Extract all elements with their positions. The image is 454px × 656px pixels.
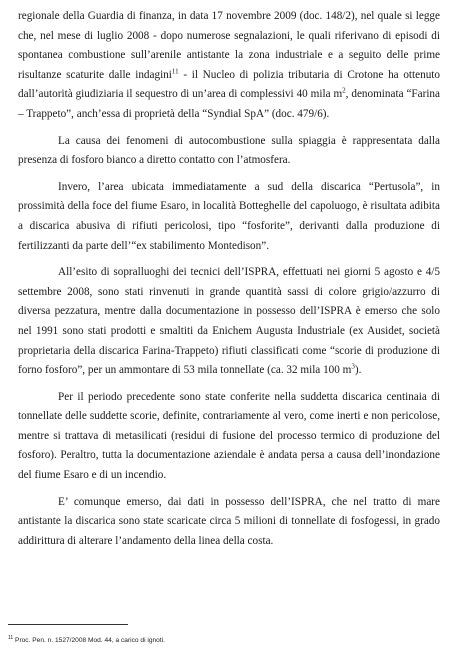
paragraph-text: ).	[354, 364, 362, 377]
footnote-text: Proc. Pen. n. 1527/2008 Mod. 44, a carico di ignoti.	[15, 637, 165, 644]
paragraph-text: - il Nucleo di polizia tributaria di Crotone ha ottenuto dall’autorità giudiziaria il sequestro di un’area di complessivi 40 mila m	[18, 68, 440, 101]
volume-exponent: 3	[351, 362, 355, 371]
footnote-divider	[8, 624, 128, 625]
paragraph-sopralluoghi-ispra	[18, 263, 440, 381]
footnote-number: 11	[8, 634, 14, 641]
area-exponent: 2	[342, 86, 346, 95]
paragraph-fosfogessi: E’ comunque emerso, dai dati in possesso dell’ISPRA, che nel tratto di mare antistante la discarica sono state scaricate circa 5 milioni di tonnellate di fosfogessi, in grado addirittura di alterare l’andamento della linea della costa.	[18, 495, 440, 547]
paragraph-periodo-precedente: Per il periodo precedente sono state conferite nella suddetta discarica centinaia di tonnellate delle suddette scorie, definite, contrariamente al vero, come inerti e non pericolose, mentre si trattava di metasilicati (residui di fusione del processo termico di produzione del fosforo). Peraltro, tutta la documentazione aziendale è andata persa a causa dell’inondazione del fiume Esaro e di un incendio.	[18, 390, 440, 482]
footnote	[8, 636, 165, 645]
paragraph-autocombustione: La causa dei fenomeni di autocombustione sulla spiaggia è rappresentata dalla presenza di fosforo bianco a diretto contatto con l’atmosfera.	[18, 134, 440, 167]
footnote-reference[interactable]: 11	[171, 67, 179, 76]
paragraph-text: , denominata “Farina – Trappeto”, anch’essa di proprietà della “Syndial SpA” (doc. 479/6).	[18, 88, 440, 120]
paragraph-discarica-abusiva: Invero, l’area ubicata immediatamente a sud della discarica “Pertusola”, in prossimità della foce del fiume Esaro, in località Botteghelle del capoluogo, è risultata adibita a discarica abusiva di rifiuti pericolosi, tipo “fosforite”, derivanti dalla produzione di fertilizzanti da parte dell’“ex stabilimento Montedison”.	[18, 180, 440, 252]
paragraph-text: regionale della Guardia di finanza, in data 17 novembre 2009 (doc. 148/2), nel quale si legge che, nel mese di luglio 2008 - dopo numerose segnalazioni, le quali riferivano di episodi di spontanea combustione sull’arenile antistante la zona industriale e a seguito delle prime risultanze scaturite dalle indagini	[18, 10, 440, 81]
paragraph-sequestro	[18, 7, 440, 125]
paragraph-text: All’esito di sopralluoghi dei tecnici dell’ISPRA, effettuati nei giorni 5 agosto e 4/5 settembre 2008, sono stati rinvenuti in grande quantità sassi di colore grigio/azzurro di diversa pezzatura, mentre dalla documentazione in possesso dell’ISPRA è emerso che solo nel 1991 sono stati prodotti e smaltiti da Enichem Augusta Industriale (ex Ausidet, società proprietaria della discarica Farina-Trappeto) rifiuti classificati come “scorie di produzione di forno fosforo”, per un ammontare di 53 mila tonnellate (ca. 32 mila 100 m	[18, 266, 440, 377]
